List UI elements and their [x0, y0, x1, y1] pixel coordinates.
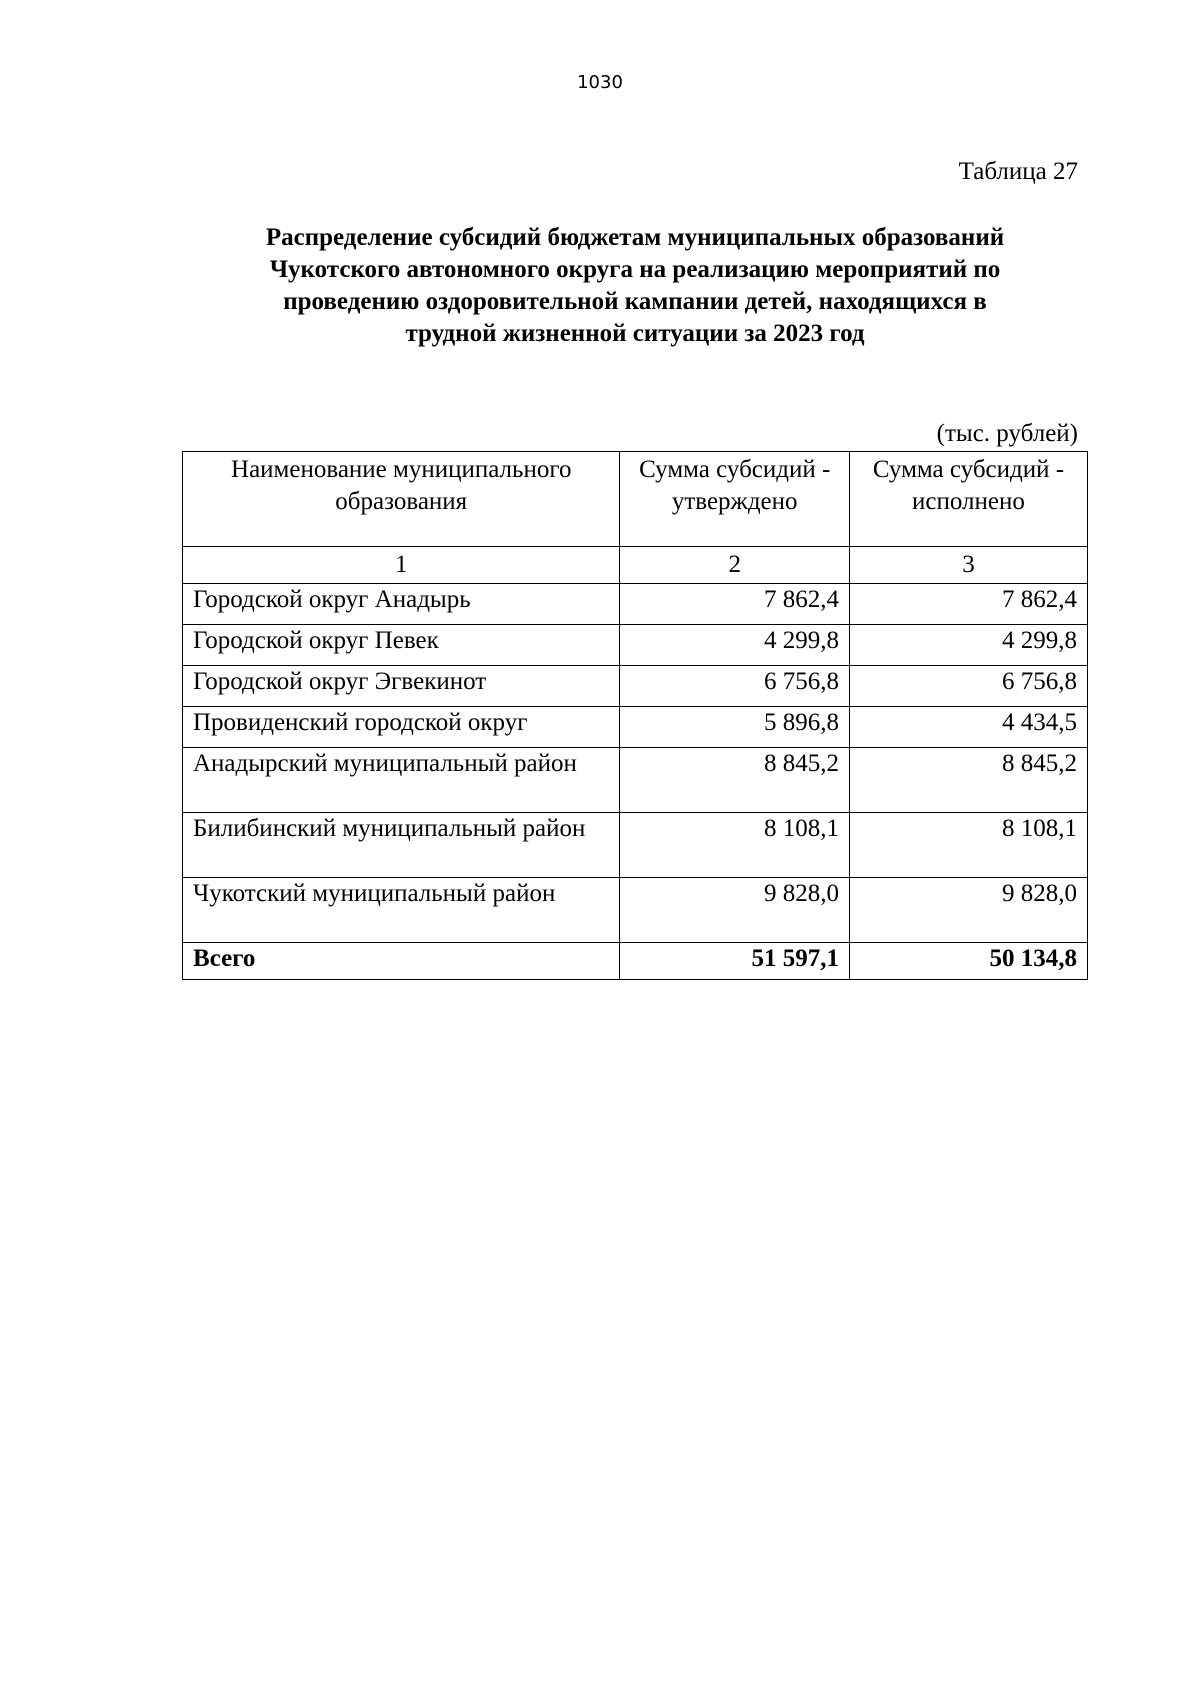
title-line: Чукотского автономного округа на реализацию мероприятий по [269, 256, 1001, 283]
executed-amount: 8 108,1 [849, 813, 1087, 878]
total-label: Всего [183, 943, 620, 980]
title-line: проведению оздоровительной кампании детей, находящихся в [283, 288, 987, 315]
total-approved: 51 597,1 [620, 943, 849, 980]
title-line: Распределение субсидий бюджетам муниципальных образований [265, 224, 1005, 251]
executed-amount: 7 862,4 [849, 584, 1087, 625]
header-approved: Сумма субсидий - утверждено [620, 452, 849, 547]
column-number-row [183, 547, 1088, 584]
document-title [190, 222, 1080, 350]
title-line: трудной жизненной ситуации за 2023 год [405, 320, 865, 347]
executed-amount: 6 756,8 [849, 666, 1087, 707]
municipality-name: Городской округ Певек [183, 625, 620, 666]
table-label: Таблица 27 [958, 158, 1078, 185]
column-number: 2 [620, 547, 849, 584]
table-row [183, 625, 1088, 666]
municipality-name: Билибинский муниципальный район [183, 813, 620, 878]
page-number: 1030 [577, 72, 623, 93]
executed-amount: 4 434,5 [849, 707, 1087, 748]
column-number: 1 [183, 547, 620, 584]
executed-amount: 9 828,0 [849, 878, 1087, 943]
total-row [183, 943, 1088, 980]
column-number: 3 [849, 547, 1087, 584]
approved-amount: 7 862,4 [620, 584, 849, 625]
executed-amount: 8 845,2 [849, 748, 1087, 813]
approved-amount: 6 756,8 [620, 666, 849, 707]
total-executed: 50 134,8 [849, 943, 1087, 980]
subsidy-table [182, 451, 1088, 980]
approved-amount: 4 299,8 [620, 625, 849, 666]
municipality-name: Городской округ Эгвекинот [183, 666, 620, 707]
header-row [183, 452, 1088, 547]
municipality-name: Провиденский городской округ [183, 707, 620, 748]
approved-amount: 5 896,8 [620, 707, 849, 748]
table-row [183, 707, 1088, 748]
table-row [183, 584, 1088, 625]
table-row [183, 813, 1088, 878]
approved-amount: 8 845,2 [620, 748, 849, 813]
table-row [183, 666, 1088, 707]
units-label: (тыс. рублей) [936, 420, 1078, 447]
executed-amount: 4 299,8 [849, 625, 1087, 666]
approved-amount: 9 828,0 [620, 878, 849, 943]
header-executed: Сумма субсидий - исполнено [849, 452, 1087, 547]
municipality-name: Городской округ Анадырь [183, 584, 620, 625]
table-row [183, 748, 1088, 813]
municipality-name: Чукотский муниципальный район [183, 878, 620, 943]
table-row [183, 878, 1088, 943]
header-municipality: Наименование муниципального образования [183, 452, 620, 547]
municipality-name: Анадырский муниципальный район [183, 748, 620, 813]
approved-amount: 8 108,1 [620, 813, 849, 878]
